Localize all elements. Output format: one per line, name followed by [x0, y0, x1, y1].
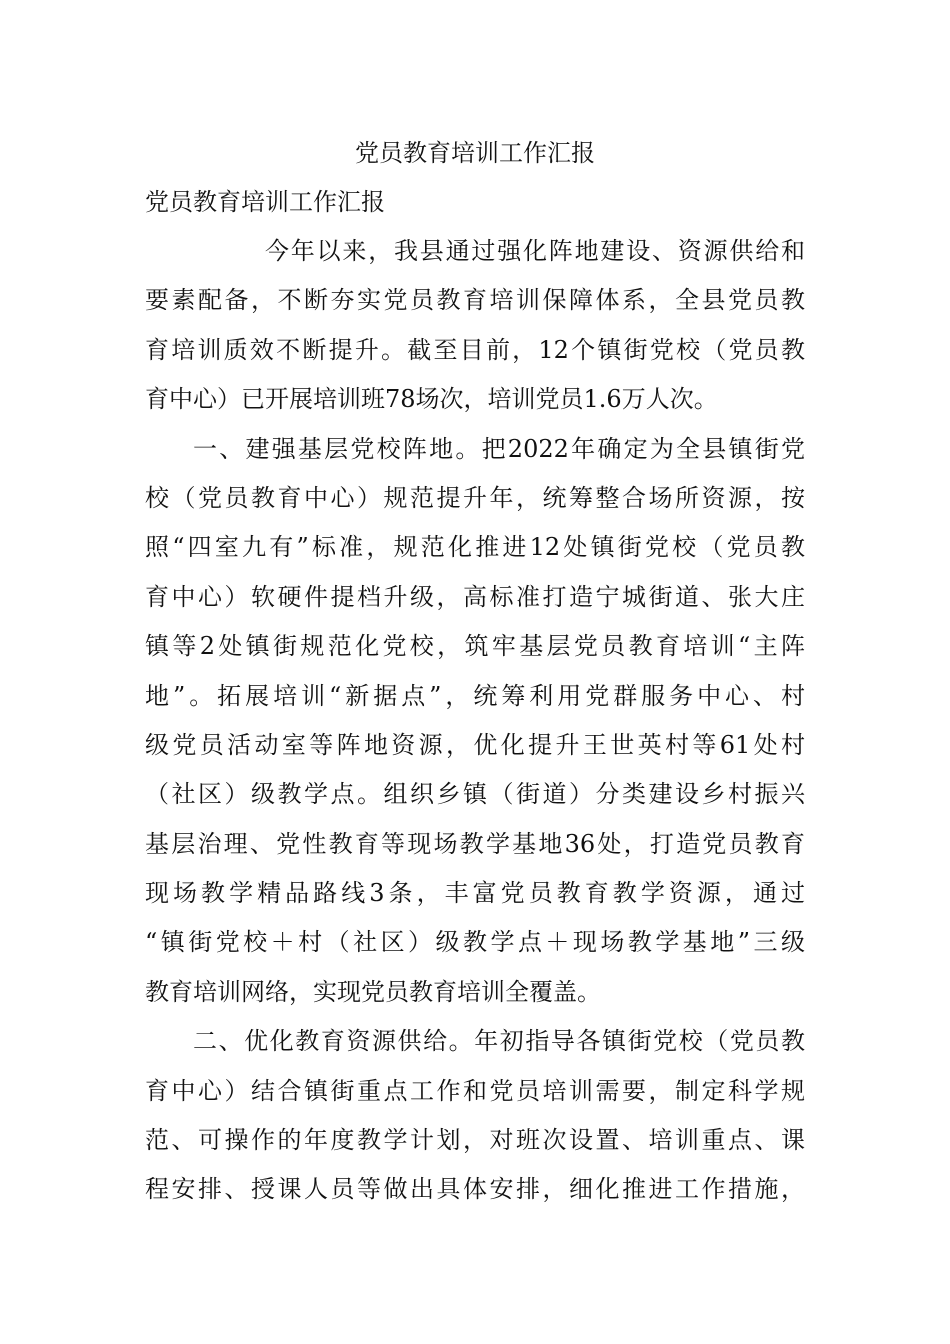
body-line: “镇街党校＋村（社区）级教学点＋现场教学基地”三级 [145, 928, 805, 957]
body-line: 级党员活动室等阵地资源，优化提升王世英村等61处村 [145, 730, 805, 759]
body-line: 照“四室九有”标准，规范化推进12处镇街党校（党员教 [145, 533, 805, 562]
body-line: 要素配备，不断夯实党员教育培训保障体系，全县党员教 [145, 286, 805, 315]
body-line: 今年以来，我县通过强化阵地建设、资源供给和 [265, 237, 805, 265]
body-line: （社区）级教学点。组织乡镇（街道）分类建设乡村振兴 [145, 780, 805, 809]
body-line: 镇等2处镇街规范化党校，筑牢基层党员教育培训“主阵 [145, 632, 805, 661]
body-line: 地”。拓展培训“新据点”，统筹利用党群服务中心、村 [145, 681, 805, 710]
body-line: 一、建强基层党校阵地。把2022年确定为全县镇街党 [193, 434, 805, 463]
body-line: 育中心）已开展培训班78场次，培训党员1.6万人次。 [145, 385, 718, 414]
body-line: 育培训质效不断提升。截至目前，12个镇街党校（党员教 [145, 335, 805, 364]
body-line: 育中心）结合镇街重点工作和党员培训需要，制定科学规 [145, 1076, 805, 1105]
document-subtitle: 党员教育培训工作汇报 [145, 188, 385, 216]
body-line: 育中心）软硬件提档升级，高标准打造宁城街道、张大庄 [145, 582, 805, 611]
body-line: 程安排、授课人员等做出具体安排，细化推进工作措施， [145, 1175, 805, 1204]
body-line: 教育培训网络，实现党员教育培训全覆盖。 [145, 977, 601, 1006]
body-line: 二、优化教育资源供给。年初指导各镇街党校（党员教 [193, 1027, 805, 1056]
body-line: 基层治理、党性教育等现场教学基地36处，打造党员教育 [145, 829, 805, 858]
body-line: 校（党员教育中心）规范提升年，统筹整合场所资源，按 [145, 483, 805, 512]
body-line: 范、可操作的年度教学计划，对班次设置、培训重点、课 [145, 1126, 805, 1155]
document-body [145, 234, 805, 1222]
body-line: 现场教学精品路线3条，丰富党员教育教学资源，通过 [145, 879, 805, 908]
document-title: 党员教育培训工作汇报 [355, 139, 595, 167]
